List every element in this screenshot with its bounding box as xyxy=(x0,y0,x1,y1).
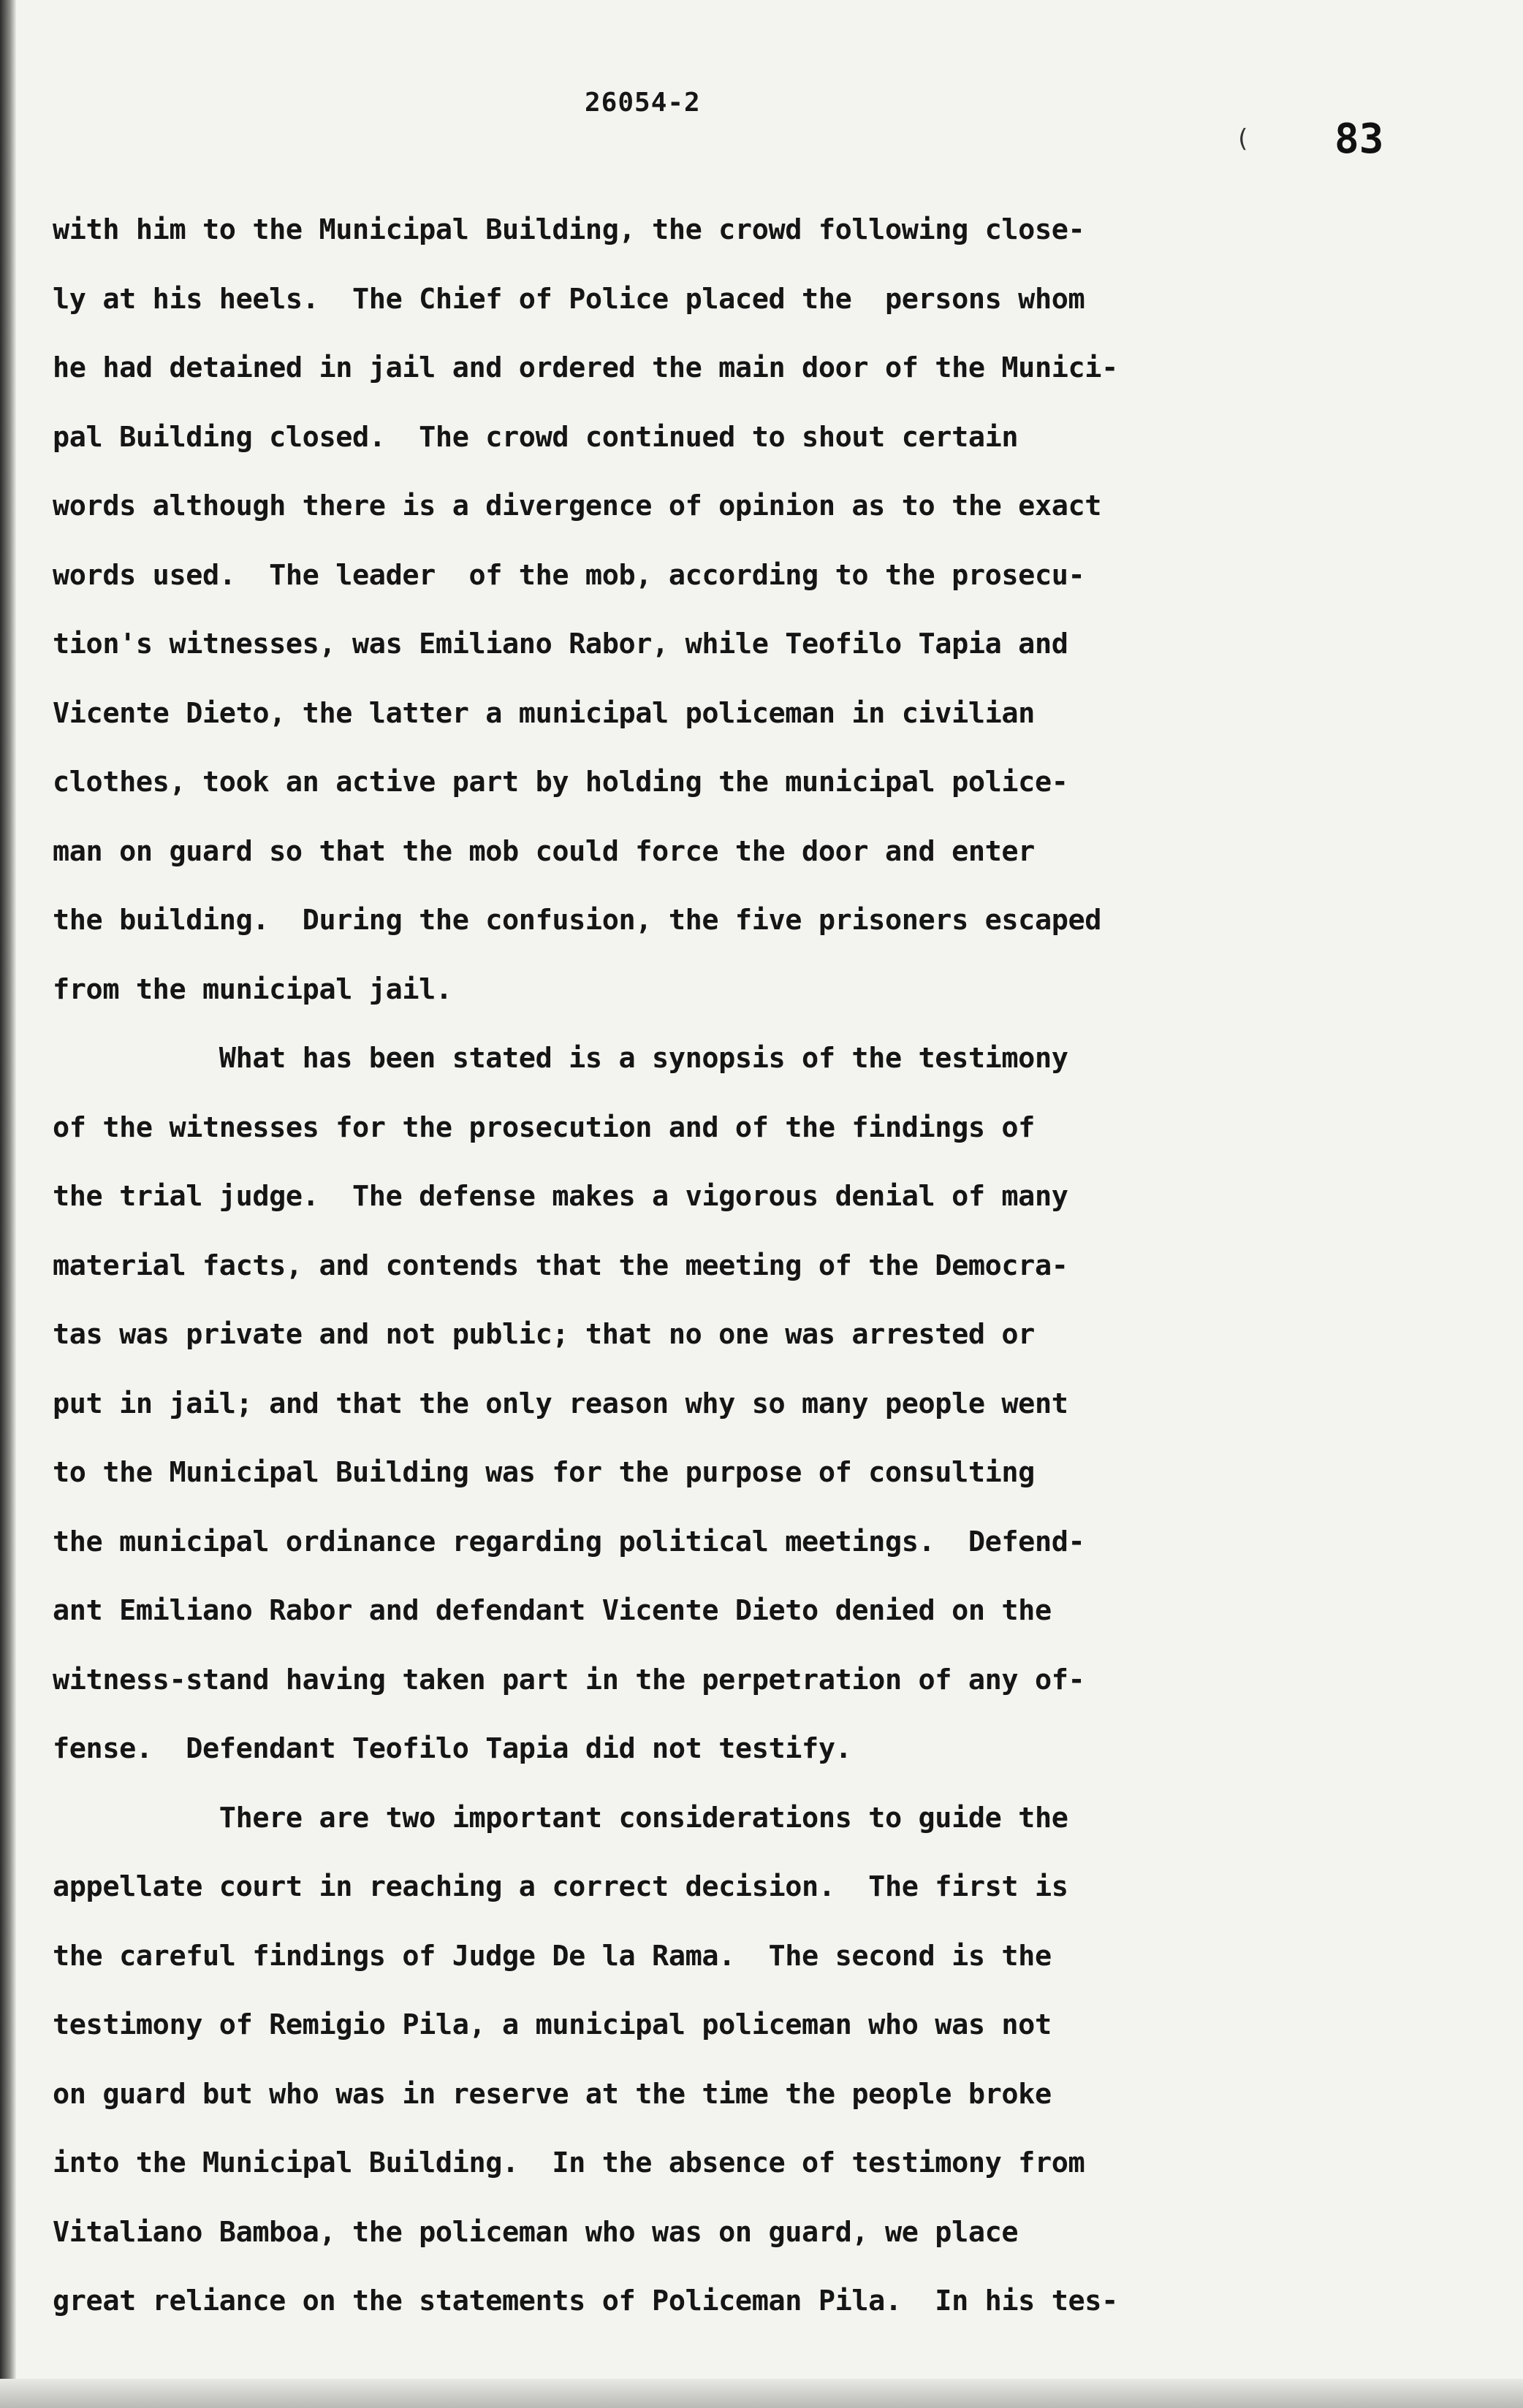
body-text xyxy=(53,196,1470,2336)
paragraph-start-line: There are two important considerations to guide the xyxy=(53,1801,1068,1834)
scan-bottom-edge xyxy=(0,2379,1523,2408)
text-line: ly at his heels. The Chief of Police placed the persons whom xyxy=(53,282,1085,316)
text-line: fense. Defendant Teofilo Tapia did not testify. xyxy=(53,1732,852,1765)
page-mark: ( xyxy=(1235,124,1250,153)
text-line: material facts, and contends that the meeting of the Democra- xyxy=(53,1249,1068,1282)
text-line: man on guard so that the mob could force the door and enter xyxy=(53,834,1035,868)
text-line: into the Municipal Building. In the absence of testimony from xyxy=(53,2146,1085,2179)
case-number: 26054-2 xyxy=(585,88,701,118)
text-line: Vicente Dieto, the latter a municipal policeman in civilian xyxy=(53,696,1035,730)
text-line: tion's witnesses, was Emiliano Rabor, while Teofilo Tapia and xyxy=(53,628,1068,660)
text-line: the careful findings of Judge De la Rama. The second is the xyxy=(53,1939,1052,1973)
text-line: tas was private and not public; that no one was arrested or xyxy=(53,1318,1035,1351)
text-line: from the municipal jail. xyxy=(53,972,452,1006)
text-line: words used. The leader of the mob, according to the prosecu- xyxy=(53,558,1085,592)
text-line: the building. During the confusion, the five prisoners escaped xyxy=(53,904,1102,937)
text-line: of the witnesses for the prosecution and of the findings of xyxy=(53,1110,1035,1144)
text-line: the municipal ordinance regarding political meetings. Defend- xyxy=(53,1525,1085,1558)
text-line: testimony of Remigio Pila, a municipal policeman who was not xyxy=(53,2008,1052,2041)
text-line: clothes, took an active part by holding the municipal police- xyxy=(53,766,1068,799)
text-line: appellate court in reaching a correct decision. The first is xyxy=(53,1870,1068,1903)
text-line: the trial judge. The defense makes a vigorous denial of many xyxy=(53,1180,1068,1213)
text-line: on guard but who was in reserve at the time the people broke xyxy=(53,2077,1052,2111)
text-line: ant Emiliano Rabor and defendant Vicente Dieto denied on the xyxy=(53,1594,1052,1627)
text-line: great reliance on the statements of Policeman Pila. In his tes- xyxy=(53,2285,1118,2317)
page-number: 83 xyxy=(1334,115,1384,163)
text-line: witness-stand having taken part in the perpetration of any of- xyxy=(53,1663,1085,1696)
text-line: words although there is a divergence of opinion as to the exact xyxy=(53,489,1102,522)
text-line: he had detained in jail and ordered the main door of the Munici- xyxy=(53,351,1118,384)
text-line: put in jail; and that the only reason why so many people went xyxy=(53,1387,1068,1420)
text-line: pal Building closed. The crowd continued to shout certain xyxy=(53,420,1019,454)
text-line: with him to the Municipal Building, the crowd following close- xyxy=(53,213,1085,246)
text-line: to the Municipal Building was for the purpose of consulting xyxy=(53,1456,1035,1489)
text-line: Vitaliano Bamboa, the policeman who was on guard, we place xyxy=(53,2215,1019,2249)
paragraph-start-line: What has been stated is a synopsis of the testimony xyxy=(53,1042,1068,1075)
scan-margin-shadow xyxy=(0,0,16,2408)
